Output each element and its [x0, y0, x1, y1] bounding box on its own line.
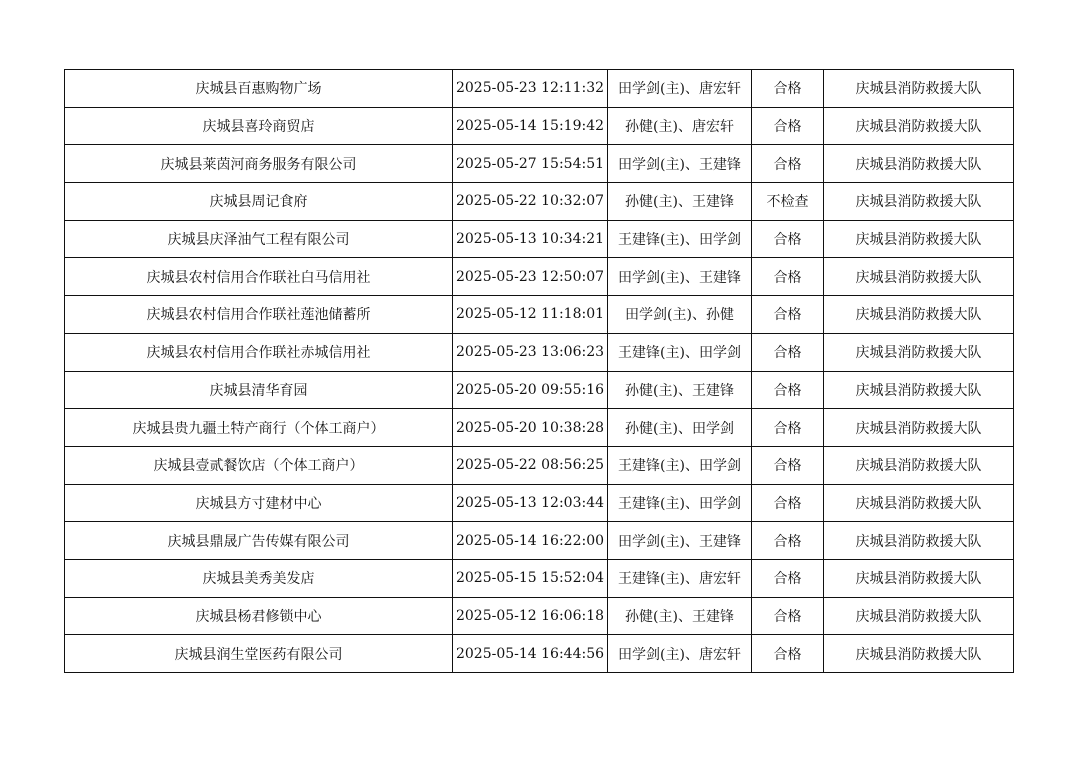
inspection-time-cell: 2025-05-22 10:32:07	[453, 183, 608, 221]
agency-cell: 庆城县消防救援大队	[824, 70, 1014, 108]
inspection-time-cell: 2025-05-13 12:03:44	[453, 484, 608, 522]
result-cell: 合格	[752, 333, 824, 371]
table-row	[65, 145, 1014, 183]
table-row	[65, 371, 1014, 409]
inspection-time-cell: 2025-05-23 13:06:23	[453, 333, 608, 371]
unit-name-cell: 庆城县杨君修锁中心	[65, 597, 453, 635]
inspectors-cell: 田学剑(主)、王建锋	[608, 145, 752, 183]
agency-cell: 庆城县消防救援大队	[824, 220, 1014, 258]
inspection-records-table	[64, 69, 1014, 673]
inspection-time-cell: 2025-05-15 15:52:04	[453, 559, 608, 597]
inspection-time-cell: 2025-05-12 16:06:18	[453, 597, 608, 635]
inspectors-cell: 孙健(主)、田学剑	[608, 409, 752, 447]
inspection-time-cell: 2025-05-12 11:18:01	[453, 296, 608, 334]
result-cell: 合格	[752, 371, 824, 409]
table-row	[65, 559, 1014, 597]
agency-cell: 庆城县消防救援大队	[824, 107, 1014, 145]
table-row	[65, 597, 1014, 635]
result-cell: 合格	[752, 522, 824, 560]
table-row	[65, 484, 1014, 522]
inspectors-cell: 田学剑(主)、王建锋	[608, 522, 752, 560]
table-row	[65, 258, 1014, 296]
table-row	[65, 409, 1014, 447]
unit-name-cell: 庆城县鼎晟广告传媒有限公司	[65, 522, 453, 560]
inspectors-cell: 王建锋(主)、唐宏轩	[608, 559, 752, 597]
unit-name-cell: 庆城县莱茵河商务服务有限公司	[65, 145, 453, 183]
agency-cell: 庆城县消防救援大队	[824, 258, 1014, 296]
inspection-time-cell: 2025-05-20 09:55:16	[453, 371, 608, 409]
agency-cell: 庆城县消防救援大队	[824, 333, 1014, 371]
agency-cell: 庆城县消防救援大队	[824, 296, 1014, 334]
table-row	[65, 70, 1014, 108]
agency-cell: 庆城县消防救援大队	[824, 145, 1014, 183]
unit-name-cell: 庆城县农村信用合作联社白马信用社	[65, 258, 453, 296]
unit-name-cell: 庆城县方寸建材中心	[65, 484, 453, 522]
result-cell: 合格	[752, 446, 824, 484]
unit-name-cell: 庆城县壹贰餐饮店（个体工商户）	[65, 446, 453, 484]
table-row	[65, 522, 1014, 560]
unit-name-cell: 庆城县庆泽油气工程有限公司	[65, 220, 453, 258]
agency-cell: 庆城县消防救援大队	[824, 559, 1014, 597]
unit-name-cell: 庆城县润生堂医药有限公司	[65, 635, 453, 673]
table-row	[65, 183, 1014, 221]
agency-cell: 庆城县消防救援大队	[824, 597, 1014, 635]
inspectors-cell: 田学剑(主)、孙健	[608, 296, 752, 334]
inspection-time-cell: 2025-05-14 16:44:56	[453, 635, 608, 673]
result-cell: 合格	[752, 220, 824, 258]
agency-cell: 庆城县消防救援大队	[824, 446, 1014, 484]
inspectors-cell: 王建锋(主)、田学剑	[608, 333, 752, 371]
inspectors-cell: 王建锋(主)、田学剑	[608, 220, 752, 258]
table-row	[65, 220, 1014, 258]
table-row	[65, 333, 1014, 371]
result-cell: 合格	[752, 409, 824, 447]
inspection-time-cell: 2025-05-13 10:34:21	[453, 220, 608, 258]
result-cell: 合格	[752, 70, 824, 108]
result-cell: 合格	[752, 597, 824, 635]
inspectors-cell: 田学剑(主)、王建锋	[608, 258, 752, 296]
inspectors-cell: 孙健(主)、王建锋	[608, 597, 752, 635]
inspectors-cell: 孙健(主)、王建锋	[608, 183, 752, 221]
inspectors-cell: 田学剑(主)、唐宏轩	[608, 70, 752, 108]
inspection-time-cell: 2025-05-23 12:11:32	[453, 70, 608, 108]
result-cell: 不检查	[752, 183, 824, 221]
agency-cell: 庆城县消防救援大队	[824, 484, 1014, 522]
table-row	[65, 296, 1014, 334]
result-cell: 合格	[752, 635, 824, 673]
inspection-time-cell: 2025-05-20 10:38:28	[453, 409, 608, 447]
unit-name-cell: 庆城县农村信用合作联社莲池储蓄所	[65, 296, 453, 334]
inspection-time-cell: 2025-05-27 15:54:51	[453, 145, 608, 183]
result-cell: 合格	[752, 145, 824, 183]
inspection-time-cell: 2025-05-22 08:56:25	[453, 446, 608, 484]
unit-name-cell: 庆城县清华育园	[65, 371, 453, 409]
unit-name-cell: 庆城县喜玲商贸店	[65, 107, 453, 145]
table-body	[65, 70, 1014, 673]
unit-name-cell: 庆城县农村信用合作联社赤城信用社	[65, 333, 453, 371]
table-row	[65, 446, 1014, 484]
result-cell: 合格	[752, 296, 824, 334]
inspectors-cell: 田学剑(主)、唐宏轩	[608, 635, 752, 673]
unit-name-cell: 庆城县美秀美发店	[65, 559, 453, 597]
result-cell: 合格	[752, 484, 824, 522]
inspection-time-cell: 2025-05-14 16:22:00	[453, 522, 608, 560]
inspectors-cell: 孙健(主)、唐宏轩	[608, 107, 752, 145]
agency-cell: 庆城县消防救援大队	[824, 409, 1014, 447]
table-row	[65, 635, 1014, 673]
unit-name-cell: 庆城县贵九疆土特产商行（个体工商户）	[65, 409, 453, 447]
result-cell: 合格	[752, 258, 824, 296]
result-cell: 合格	[752, 107, 824, 145]
inspection-time-cell: 2025-05-23 12:50:07	[453, 258, 608, 296]
inspectors-cell: 孙健(主)、王建锋	[608, 371, 752, 409]
inspectors-cell: 王建锋(主)、田学剑	[608, 446, 752, 484]
unit-name-cell: 庆城县周记食府	[65, 183, 453, 221]
result-cell: 合格	[752, 559, 824, 597]
table-row	[65, 107, 1014, 145]
unit-name-cell: 庆城县百惠购物广场	[65, 70, 453, 108]
inspectors-cell: 王建锋(主)、田学剑	[608, 484, 752, 522]
agency-cell: 庆城县消防救援大队	[824, 371, 1014, 409]
agency-cell: 庆城县消防救援大队	[824, 183, 1014, 221]
inspection-time-cell: 2025-05-14 15:19:42	[453, 107, 608, 145]
agency-cell: 庆城县消防救援大队	[824, 522, 1014, 560]
agency-cell: 庆城县消防救援大队	[824, 635, 1014, 673]
